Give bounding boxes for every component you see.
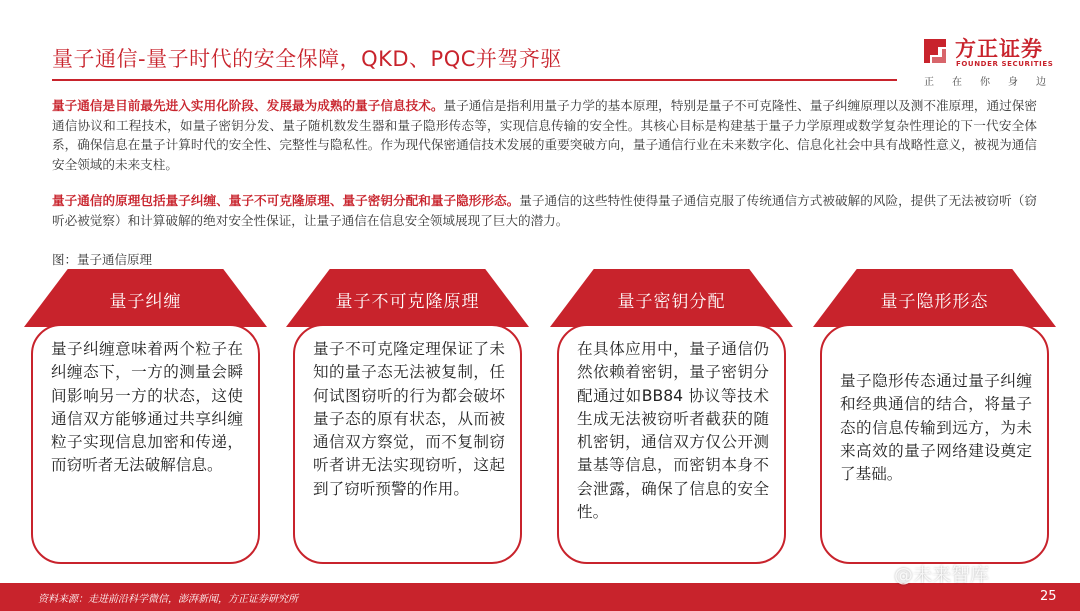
card-header-label: 量子隐形形态 <box>880 292 989 312</box>
title-divider <box>52 79 897 81</box>
principle-paragraph <box>52 191 1037 230</box>
page-title: 量子通信-量子时代的安全保障，QKD、PQC并驾齐驱 <box>52 47 562 71</box>
watermark: @未来智库 <box>894 564 990 586</box>
card-header-label: 量子不可克隆原理 <box>335 292 480 312</box>
logo-slogan <box>920 73 1050 88</box>
founder-logo-icon <box>920 35 950 67</box>
paragraph-text: 量子通信是指利用量子力学的基本原理，特别是量子不可克隆性、量子纠缠原理以及测不准原理，通过保密通信协议和工程技术，如量子密钥分发、量子随机数发生器和量子隐形传态等，实现信息传输的安全性。其核心目标是构建基于量子力学原理或数学复杂性理论的下一代安全体系，确保信息在量子计算时代的安全性、完整性与隐私性。作为现代保密通信技术发展的重要突破方向，量子通信行业在未来数字化、信息化社会中具有战略性意义，被视为通信安全领域的未来支柱。 <box>52 98 1038 172</box>
intro-paragraph <box>52 96 1037 174</box>
card-body <box>820 324 1049 564</box>
paragraph-highlight: 量子通信的原理包括量子纠缠、量子不可克隆原理、量子密钥分配和量子隐形形态。 <box>52 193 520 208</box>
card-body <box>293 324 522 564</box>
paragraph-highlight: 量子通信是目前最先进入实用化阶段、发展最为成熟的量子信息技术。 <box>52 98 444 113</box>
principle-card-entanglement <box>24 269 267 569</box>
slogan-char: 在 <box>952 77 962 88</box>
paragraph-text: 量子通信的这些特性使得量子通信克服了传统通信方式被破解的风险，提供了无法被窃听（窃听必被觉察）和计算破解的绝对安全性保证，让量子通信在信息安全领域展现了巨大的潜力。 <box>52 193 1038 228</box>
slogan-char: 正 <box>924 77 934 88</box>
card-header-label: 量子密钥分配 <box>617 292 726 312</box>
card-body <box>557 324 786 564</box>
page-number: 25 <box>1040 589 1057 604</box>
principle-card-teleportation <box>813 269 1056 569</box>
card-body <box>31 324 260 564</box>
slogan-char: 身 <box>1008 77 1018 88</box>
principle-card-key-distribution <box>550 269 793 569</box>
card-text: 量子纠缠意味着两个粒子在纠缠态下，一方的测量会瞬间影响另一方的状态，这使通信双方能够通过共享纠缠粒子实现信息加密和传递，而窃听者无法破解信息。 <box>51 340 243 475</box>
card-text: 在具体应用中，量子通信仍然依赖着密钥，量子密钥分配通过如BB84 协议等技术生成无法被窃听者截获的随机密钥，通信双方仅公开测量基等信息，而密钥本身不会泄露，确保了信息的安全性。 <box>577 340 769 522</box>
card-text: 量子隐形传态通过量子纠缠和经典通信的结合，将量子态的信息传输到远方，为未来高效的量子网络建设奠定了基础。 <box>840 372 1032 484</box>
logo-name-cn: 方正证券 <box>955 37 1043 61</box>
principle-card-no-cloning <box>286 269 529 569</box>
card-text: 量子不可克隆定理保证了未知的量子态无法被复制，任何试图窃听的行为都会破坏量子态的原有状态，从而被通信双方察觉，而不复制窃听者讲无法实现窃听，这起到了窃听预警的作用。 <box>313 340 505 498</box>
slogan-char: 你 <box>980 77 990 88</box>
logo-name-en: FOUNDER SECURITIES <box>956 60 1054 68</box>
footer-source: 资料来源：走进前沿科学微信，澎湃新闻，方正证券研究所 <box>38 594 298 605</box>
card-header-label: 量子纠缠 <box>109 292 182 312</box>
company-logo <box>920 33 1060 88</box>
slogan-char: 边 <box>1036 77 1046 88</box>
figure-caption: 图：量子通信原理 <box>52 252 153 267</box>
